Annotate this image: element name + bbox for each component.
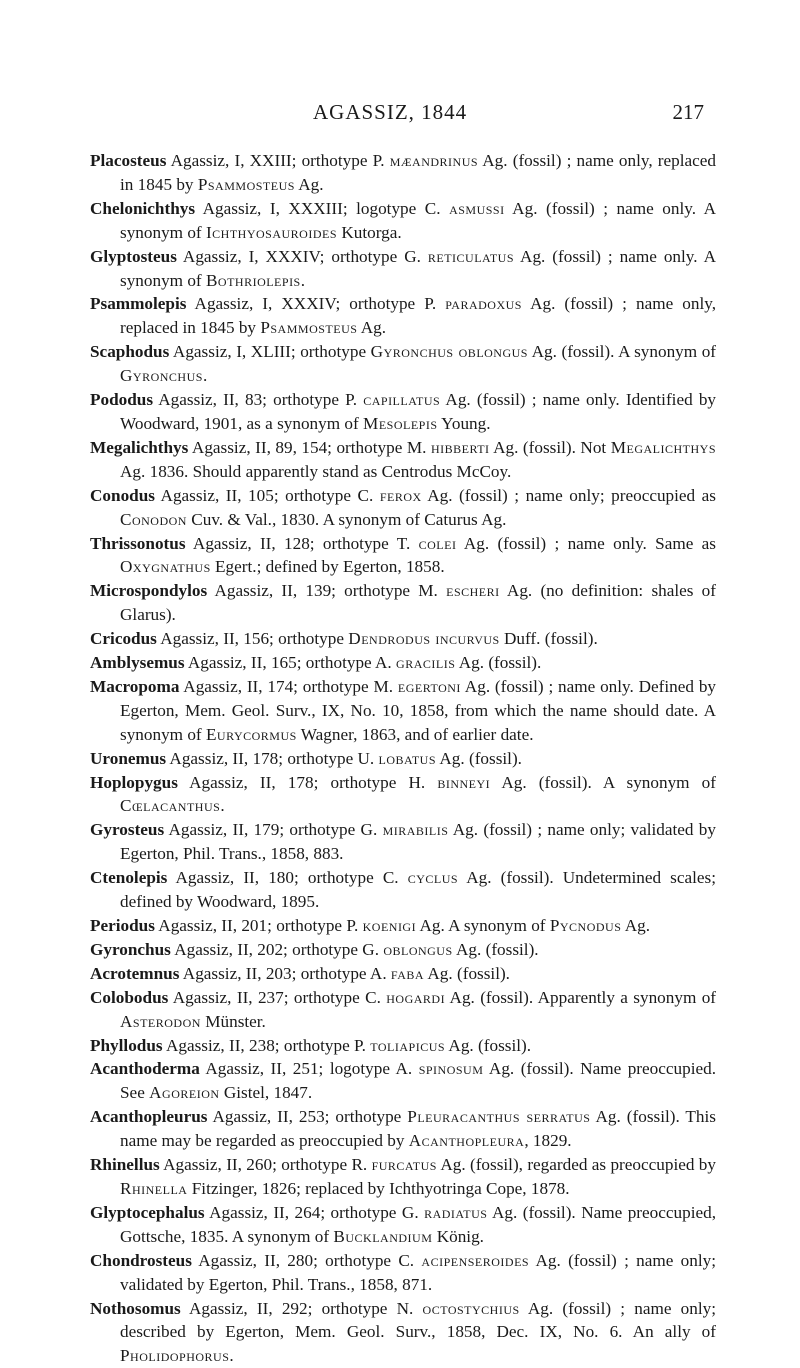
entry-text: Agassiz, II, 238; orthotype P.: [163, 1036, 371, 1055]
entry-text: Agassiz, II, 203; orthotype A.: [179, 964, 390, 983]
entry-text: Agassiz, II, 251; logotype A.: [200, 1059, 419, 1078]
genus-name: Scaphodus: [90, 342, 169, 361]
genus-name: Phyllodus: [90, 1036, 163, 1055]
related-genus: Agoreion: [149, 1083, 219, 1102]
entry-text: Agassiz, I, XXIII; orthotype P.: [166, 151, 389, 170]
genus-name: Megalichthys: [90, 438, 188, 457]
species-name: acipenseroides: [421, 1251, 529, 1270]
genus-name: Chelonichthys: [90, 199, 195, 218]
genus-entry: [90, 1057, 716, 1105]
entry-text: Ag. A synonym of: [416, 916, 550, 935]
related-genus: Oxygnathus: [120, 557, 211, 576]
entry-text: Ag. (fossil) ; name only. Same as: [456, 534, 716, 553]
genus-entry: [90, 579, 716, 627]
entry-text: Duff. (fossil).: [500, 629, 598, 648]
genus-entry: [90, 197, 716, 245]
genus-name: Colobodus: [90, 988, 168, 1007]
page-number: 217: [673, 100, 705, 125]
entry-text: Ag. (fossil). A synonym of: [490, 773, 716, 792]
related-genus: Ichthyosauroides: [206, 223, 337, 242]
species-name: toliapicus: [370, 1036, 445, 1055]
entry-text: Ag. (fossil).: [424, 964, 510, 983]
entry-text: Ag. (fossil). Not: [490, 438, 611, 457]
entry-text: Agassiz, II, 264; orthotype G.: [205, 1203, 424, 1222]
entry-text: Wagner, 1863, and of earlier date.: [297, 725, 534, 744]
genus-name: Uronemus: [90, 749, 166, 768]
genus-name: Acrotemnus: [90, 964, 179, 983]
entry-text: Agassiz, II, 178; orthotype H.: [178, 773, 437, 792]
entry-text: .: [220, 796, 224, 815]
entry-text: Agassiz, II, 178; orthotype U.: [166, 749, 378, 768]
genus-name: Placosteus: [90, 151, 166, 170]
related-genus: Cœlacanthus: [120, 796, 220, 815]
species-name: paradoxus: [445, 294, 522, 313]
entry-text: Ag. (fossil) ; name only. A synonym of: [120, 199, 716, 242]
related-genus: Rhinella: [120, 1179, 187, 1198]
entry-text: Agassiz, I, XLIII; orthotype: [169, 342, 370, 361]
genus-entry: [90, 1153, 716, 1201]
entry-text: Ag.: [295, 175, 324, 194]
genus-entry: [90, 938, 716, 962]
entry-text: Ag. (fossil) ; name only, replaced in 1845 by: [120, 151, 716, 194]
genus-name: Periodus: [90, 916, 155, 935]
genus-name: Gyronchus: [90, 940, 171, 959]
species-name: reticulatus: [428, 247, 514, 266]
genus-name: Pododus: [90, 390, 153, 409]
genus-name: Macropoma: [90, 677, 179, 696]
species-name: capillatus: [363, 390, 440, 409]
species-name: mirabilis: [383, 820, 449, 839]
species-name: asmussi: [449, 199, 505, 218]
entry-text: Young.: [438, 414, 491, 433]
species-name: radiatus: [424, 1203, 487, 1222]
entry-text: Ag. (fossil) ; name only. A synonym of: [120, 247, 716, 290]
entry-text: Agassiz, II, 201; orthotype P.: [155, 916, 363, 935]
species-name: Pleuracanthus serratus: [407, 1107, 590, 1126]
related-genus: Psammosteus: [198, 175, 295, 194]
species-name: Gyronchus oblongus: [371, 342, 528, 361]
species-name: Dendrodus incurvus: [348, 629, 499, 648]
genus-entry: [90, 651, 716, 675]
species-name: lobatus: [379, 749, 437, 768]
species-name: escheri: [446, 581, 500, 600]
entry-text: Agassiz, II, 165; orthotype A.: [185, 653, 396, 672]
related-genus: Eurycormus: [206, 725, 297, 744]
genus-entry: [90, 484, 716, 532]
related-genus: Bucklandium: [333, 1227, 432, 1246]
entry-text: Agassiz, II, 180; orthotype C.: [167, 868, 407, 887]
genus-entry: [90, 1034, 716, 1058]
entry-text: König.: [432, 1227, 484, 1246]
entry-text: .: [301, 271, 305, 290]
genus-name: Acanthoderma: [90, 1059, 200, 1078]
genus-entry: [90, 866, 716, 914]
entry-text: Agassiz, I, XXXIV; orthotype P.: [186, 294, 445, 313]
genus-name: Conodus: [90, 486, 155, 505]
genus-entry: [90, 1249, 716, 1297]
species-name: binneyi: [437, 773, 490, 792]
entry-text: Agassiz, II, 105; orthotype C.: [155, 486, 380, 505]
species-name: colei: [419, 534, 457, 553]
related-genus: Bothriolepis: [206, 271, 301, 290]
related-genus: Conodon: [120, 510, 187, 529]
entry-text: Agassiz, II, 83; orthotype P.: [153, 390, 363, 409]
genus-name: Hoplopygus: [90, 773, 178, 792]
genus-name: Amblysemus: [90, 653, 185, 672]
species-name: gracilis: [396, 653, 455, 672]
entry-text: Ag. (fossil) ; name only; validated by Egerton, Phil. Trans., 1858, 871.: [120, 1251, 716, 1294]
entry-text: Cuv. & Val., 1830. A synonym of Caturus Ag.: [187, 510, 506, 529]
entry-text: Ag. 1836. Should apparently stand as Centrodus McCoy.: [120, 462, 511, 481]
entry-text: Agassiz, II, 237; orthotype C.: [168, 988, 386, 1007]
genus-name: Gyrosteus: [90, 820, 164, 839]
genus-entry: [90, 532, 716, 580]
entry-text: Egert.; defined by Egerton, 1858.: [211, 557, 445, 576]
entry-text: Agassiz, II, 156; orthotype: [157, 629, 348, 648]
page-header: [0, 100, 800, 130]
genus-name: Cricodus: [90, 629, 157, 648]
entry-text: Agassiz, II, 174; orthotype M.: [179, 677, 397, 696]
entry-text: Fitzinger, 1826; replaced by Ichthyotringa Cope, 1878.: [187, 1179, 569, 1198]
entry-text: Ag. (fossil).: [436, 749, 522, 768]
genus-name: Glyptocephalus: [90, 1203, 205, 1222]
genus-entry: [90, 388, 716, 436]
entry-text: Ag. (fossil).: [445, 1036, 531, 1055]
species-name: hibberti: [431, 438, 490, 457]
entry-text: .: [203, 366, 207, 385]
entry-text: Agassiz, I, XXXIV; orthotype G.: [177, 247, 428, 266]
entry-text: .: [229, 1346, 233, 1365]
genus-entry: [90, 914, 716, 938]
entry-text: Ag.: [357, 318, 386, 337]
genus-name: Nothosomus: [90, 1299, 181, 1318]
genus-entry: [90, 1297, 716, 1368]
entry-text: Ag.: [621, 916, 650, 935]
genus-entry: [90, 675, 716, 747]
genus-entry: [90, 986, 716, 1034]
genus-name: Glyptosteus: [90, 247, 177, 266]
entry-text: Ag. (fossil). Name preoccupied. See: [120, 1059, 716, 1102]
entry-text: Agassiz, II, 202; orthotype G.: [171, 940, 383, 959]
genus-name: Acanthopleurus: [90, 1107, 207, 1126]
species-name: cyclus: [408, 868, 458, 887]
entry-text: Ag. (fossil) ; name only, replaced in 1845 by: [120, 294, 716, 337]
genus-entry: [90, 149, 716, 197]
species-name: ferox: [380, 486, 422, 505]
genus-name: Thrissonotus: [90, 534, 186, 553]
genus-entry: [90, 627, 716, 651]
entry-text: Ag. (fossil), regarded as preoccupied by: [437, 1155, 716, 1174]
genus-entry: [90, 771, 716, 819]
related-genus: Pycnodus: [550, 916, 622, 935]
entry-text: Agassiz, II, 139; orthotype M.: [207, 581, 446, 600]
entry-text: Ag. (no definition: shales of Glarus).: [120, 581, 716, 624]
entry-text: Ag. (fossil). Name preoccupied, Gottsche, 1835. A synonym of: [120, 1203, 716, 1246]
related-genus: Gyronchus: [120, 366, 203, 385]
entry-text: Münster.: [201, 1012, 266, 1031]
entry-text: Ag. (fossil) ; name only. Defined by Egerton, Mem. Geol. Surv., IX, No. 10, 1858, from which the name should date. A synonym of: [120, 677, 716, 744]
genus-entries: [90, 149, 716, 1368]
genus-entry: [90, 292, 716, 340]
genus-name: Ctenolepis: [90, 868, 167, 887]
related-genus: Megalichthys: [611, 438, 716, 457]
genus-entry: [90, 962, 716, 986]
entry-text: Kutorga.: [337, 223, 402, 242]
related-genus: Psammosteus: [260, 318, 357, 337]
genus-name: Microspondylos: [90, 581, 207, 600]
related-genus: Asterodon: [120, 1012, 201, 1031]
entry-text: Agassiz, I, XXXIII; logotype C.: [195, 199, 449, 218]
entry-text: Agassiz, II, 260; orthotype R.: [160, 1155, 372, 1174]
species-name: mæandrinus: [390, 151, 478, 170]
related-genus: Pholidophorus: [120, 1346, 229, 1365]
genus-entry: [90, 1201, 716, 1249]
entry-text: Agassiz, II, 179; orthotype G.: [164, 820, 382, 839]
species-name: egertoni: [398, 677, 461, 696]
species-name: spinosum: [419, 1059, 484, 1078]
genus-entry: [90, 245, 716, 293]
genus-entry: [90, 340, 716, 388]
genus-entry: [90, 818, 716, 866]
entry-text: Ag. (fossil).: [455, 653, 541, 672]
entry-text: Ag. (fossil) ; name only; described by Egerton, Mem. Geol. Surv., 1858, Dec. IX, No. 6. An ally of: [120, 1299, 716, 1342]
entry-text: Agassiz, II, 253; orthotype: [207, 1107, 407, 1126]
entry-text: Ag. (fossil) ; name only. Identified by Woodward, 1901, as a synonym of: [120, 390, 716, 433]
species-name: faba: [391, 964, 424, 983]
species-name: octostychius: [423, 1299, 520, 1318]
entry-text: Gistel, 1847.: [220, 1083, 313, 1102]
entry-text: Agassiz, II, 128; orthotype T.: [186, 534, 419, 553]
species-name: koenigi: [363, 916, 417, 935]
related-genus: Mesolepis: [363, 414, 437, 433]
related-genus: Acanthopleura: [409, 1131, 525, 1150]
entry-text: Ag. (fossil) ; name only; preoccupied as: [422, 486, 716, 505]
genus-entry: [90, 1105, 716, 1153]
genus-entry: [90, 436, 716, 484]
entry-text: Agassiz, II, 292; orthotype N.: [181, 1299, 423, 1318]
genus-name: Rhinellus: [90, 1155, 160, 1174]
species-name: hogardi: [386, 988, 445, 1007]
genus-name: Chondrosteus: [90, 1251, 192, 1270]
species-name: furcatus: [372, 1155, 437, 1174]
entry-text: Agassiz, II, 89, 154; orthotype M.: [188, 438, 431, 457]
entry-text: Ag. (fossil). Apparently a synonym of: [445, 988, 716, 1007]
entry-text: Ag. (fossil).: [453, 940, 539, 959]
running-head: AGASSIZ, 1844: [313, 100, 467, 125]
genus-name: Psammolepis: [90, 294, 186, 313]
entry-text: , 1829.: [524, 1131, 571, 1150]
entry-text: Ag. (fossil). This name may be regarded as preoccupied by: [120, 1107, 716, 1150]
species-name: oblongus: [383, 940, 452, 959]
entry-text: Ag. (fossil). Undetermined scales; defined by Woodward, 1895.: [120, 868, 716, 911]
genus-entry: [90, 747, 716, 771]
entry-text: Agassiz, II, 280; orthotype C.: [192, 1251, 422, 1270]
entry-text: Ag. (fossil). A synonym of: [528, 342, 716, 361]
entry-text: Ag. (fossil) ; name only; validated by Egerton, Phil. Trans., 1858, 883.: [120, 820, 716, 863]
